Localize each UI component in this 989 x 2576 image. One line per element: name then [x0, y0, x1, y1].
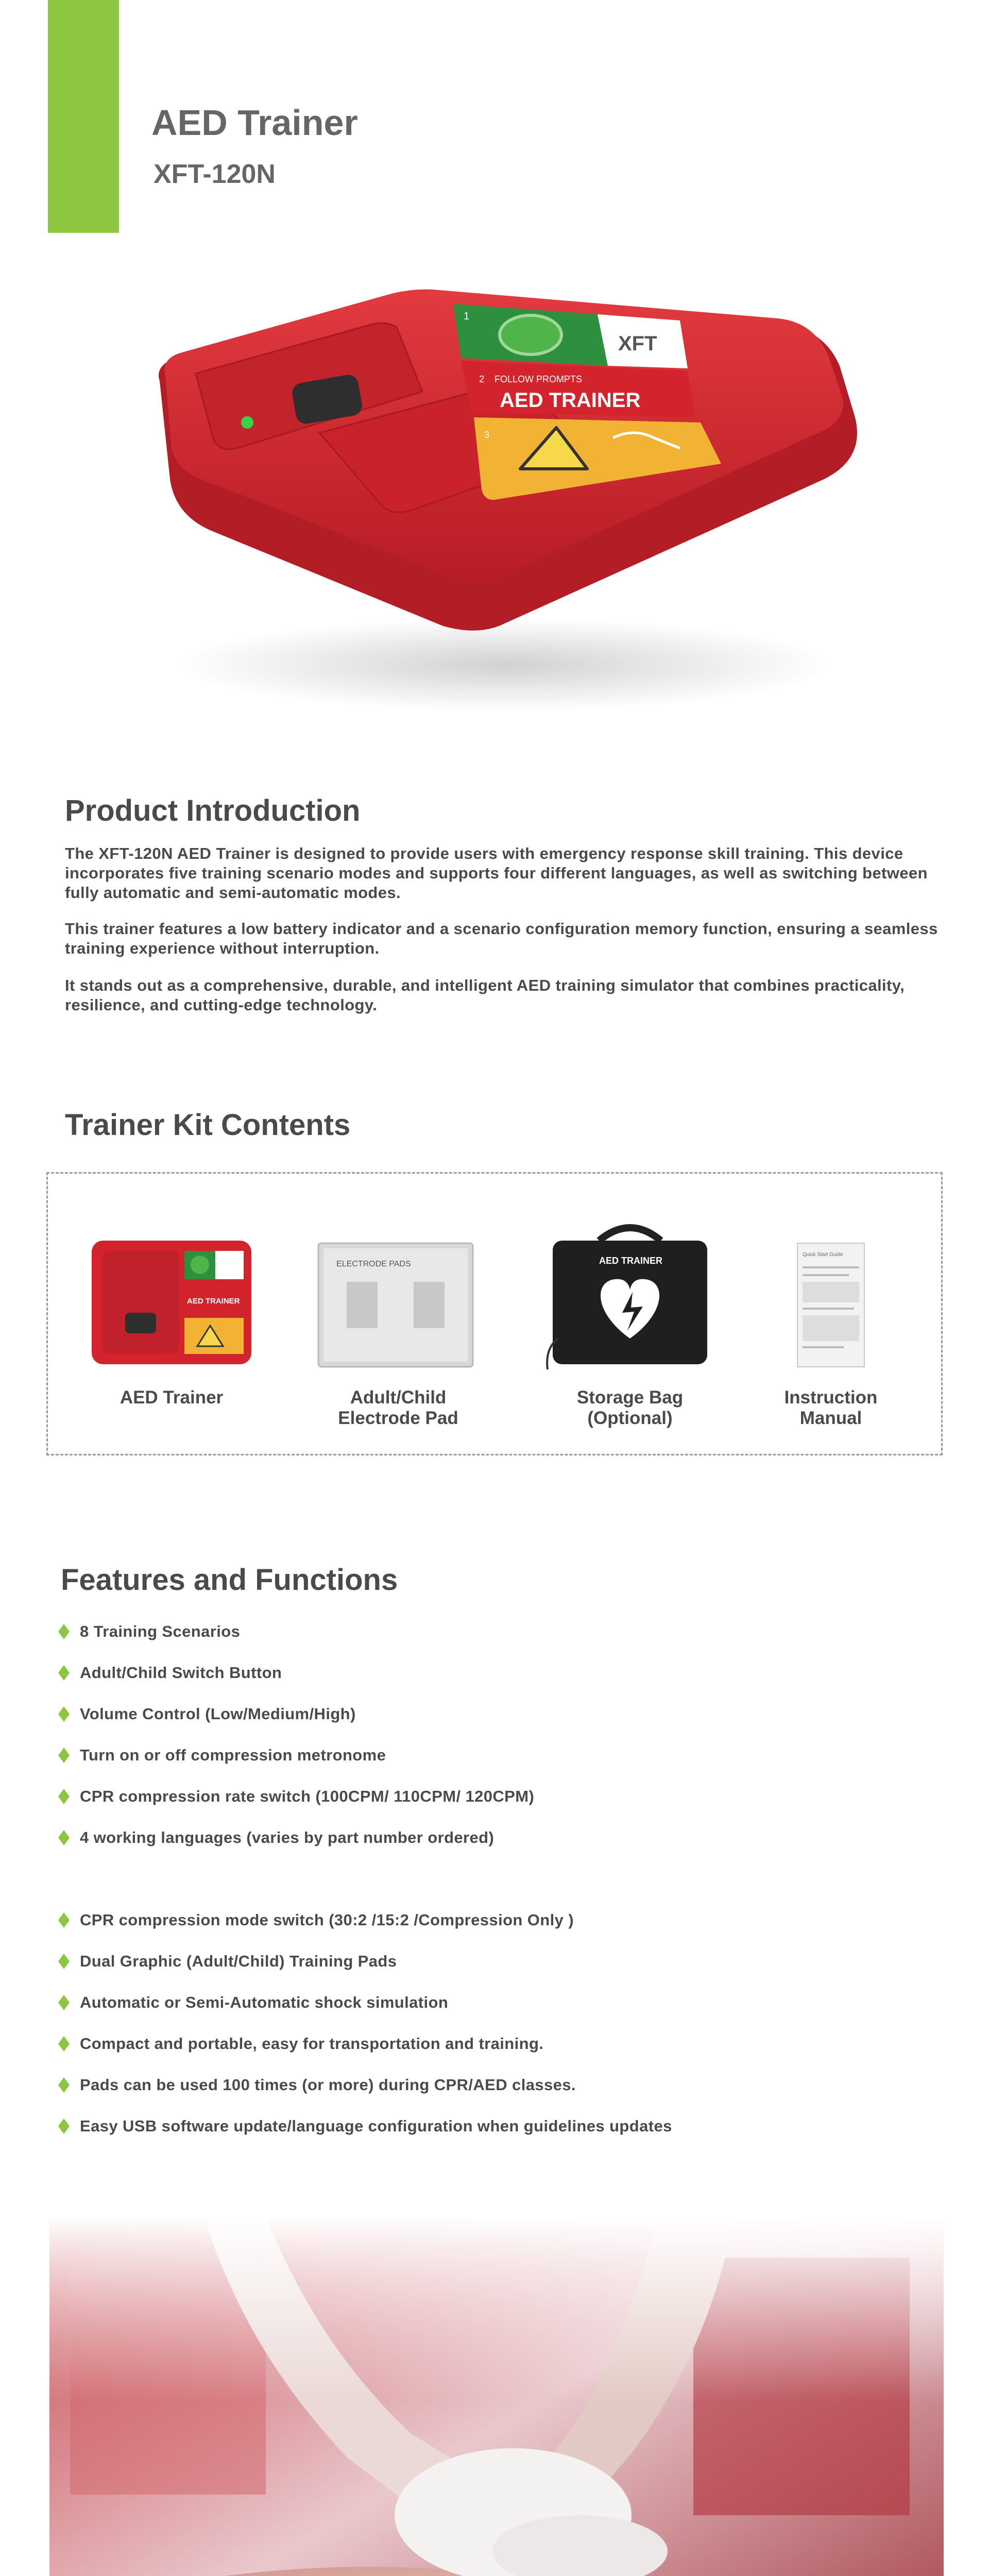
intro-heading: Product Introduction	[65, 794, 361, 827]
feature-text: Pads can be used 100 times (or more) during CPR/AED classes.	[80, 2076, 576, 2094]
features-heading: Features and Functions	[61, 1563, 398, 1597]
kit-item-aed-trainer: AED Trainer	[120, 1387, 224, 1408]
feature-item	[58, 1992, 448, 2013]
feature-item	[58, 1745, 386, 1766]
diamond-bullet-icon	[58, 1624, 70, 1639]
svg-text:ELECTRODE PADS: ELECTRODE PADS	[336, 1260, 411, 1268]
feature-item	[58, 2033, 543, 2054]
diamond-bullet-icon	[58, 2119, 70, 2134]
diamond-bullet-icon	[58, 1830, 70, 1845]
feature-text: CPR compression rate switch (100CPM/ 110CPM/ 120CPM)	[80, 1787, 535, 1805]
feature-text: Automatic or Semi-Automatic shock simulation	[80, 1993, 449, 2011]
power-button	[500, 315, 561, 354]
diamond-bullet-icon	[58, 1954, 70, 1969]
aed-trainer-hero-image	[124, 263, 886, 726]
feature-text: Dual Graphic (Adult/Child) Training Pads	[80, 1952, 397, 1970]
diamond-bullet-icon	[58, 1995, 70, 2010]
svg-text:1: 1	[464, 311, 470, 322]
feature-text: 4 working languages (varies by part number ordered)	[80, 1828, 494, 1846]
feature-item	[58, 1663, 282, 1683]
feature-text: Compact and portable, easy for transportation and training.	[80, 2035, 544, 2053]
svg-text:AED TRAINER: AED TRAINER	[599, 1256, 663, 1266]
feature-item	[58, 1786, 534, 1807]
feature-text: Turn on or off compression metronome	[80, 1746, 386, 1764]
intro-paragraph-1: The XFT-120N AED Trainer is designed to provide users with emergency response skill training. This device incorporates five training scenario modes and supports four different languages, as well as switching between fully automatic and semi-automatic modes.	[65, 844, 928, 902]
svg-text:Quick Start Guide: Quick Start Guide	[803, 1252, 843, 1258]
feature-text: Adult/Child Switch Button	[80, 1664, 282, 1682]
kit-electrode-pad-image	[316, 1241, 475, 1369]
kit-item-manual: Instruction Manual	[784, 1387, 878, 1428]
kit-item-storage-bag: Storage Bag (Optional)	[576, 1387, 684, 1428]
kit-aed-trainer-image	[89, 1235, 254, 1369]
svg-text:3: 3	[484, 430, 490, 440]
feature-text: 8 Training Scenarios	[80, 1622, 241, 1640]
feature-item	[58, 1910, 574, 1930]
intro-paragraph-2: This trainer features a low battery indicator and a scenario configuration memory function, ensuring a seamless training experience without interruption.	[65, 920, 938, 957]
svg-text:AED TRAINER: AED TRAINER	[500, 389, 641, 412]
feature-text: Volume Control (Low/Medium/High)	[80, 1705, 356, 1723]
status-led	[241, 416, 253, 429]
feature-item	[58, 1827, 494, 1848]
diamond-bullet-icon	[58, 2077, 70, 2093]
feature-item	[58, 2116, 672, 2137]
svg-text:FOLLOW PROMPTS: FOLLOW PROMPTS	[494, 374, 583, 384]
feature-item	[58, 2075, 576, 2095]
intro-paragraph-3: It stands out as a comprehensive, durable, and intelligent AED training simulator that combines practicality, resilience, and cutting-edge technology.	[65, 976, 905, 1014]
kit-manual-image	[795, 1241, 867, 1369]
diamond-bullet-icon	[58, 1748, 70, 1763]
feature-text: Easy USB software update/language configuration when guidelines updates	[80, 2117, 672, 2135]
svg-text:2: 2	[479, 374, 485, 384]
page-title: AED Trainer	[151, 103, 358, 143]
kit-contents-box	[46, 1172, 943, 1455]
diamond-bullet-icon	[58, 2036, 70, 2052]
accent-bar	[48, 0, 119, 233]
kit-storage-bag-image	[542, 1215, 718, 1375]
svg-text:XFT: XFT	[618, 332, 657, 355]
diamond-bullet-icon	[58, 1665, 70, 1681]
svg-text:AED TRAINER: AED TRAINER	[187, 1297, 240, 1306]
diamond-bullet-icon	[58, 1912, 70, 1928]
diamond-bullet-icon	[58, 1789, 70, 1804]
cpr-training-photo	[49, 2216, 944, 2576]
kit-heading: Trainer Kit Contents	[65, 1108, 351, 1142]
feature-item	[58, 1621, 240, 1642]
feature-item	[58, 1951, 397, 1972]
feature-item	[58, 1704, 356, 1724]
model-number: XFT-120N	[154, 159, 276, 189]
diamond-bullet-icon	[58, 1706, 70, 1722]
kit-item-electrode-pad: Adult/Child Electrode Pad	[338, 1387, 458, 1428]
device-shadow	[175, 618, 834, 711]
feature-text: CPR compression mode switch (30:2 /15:2 /Compression Only )	[80, 1911, 574, 1929]
